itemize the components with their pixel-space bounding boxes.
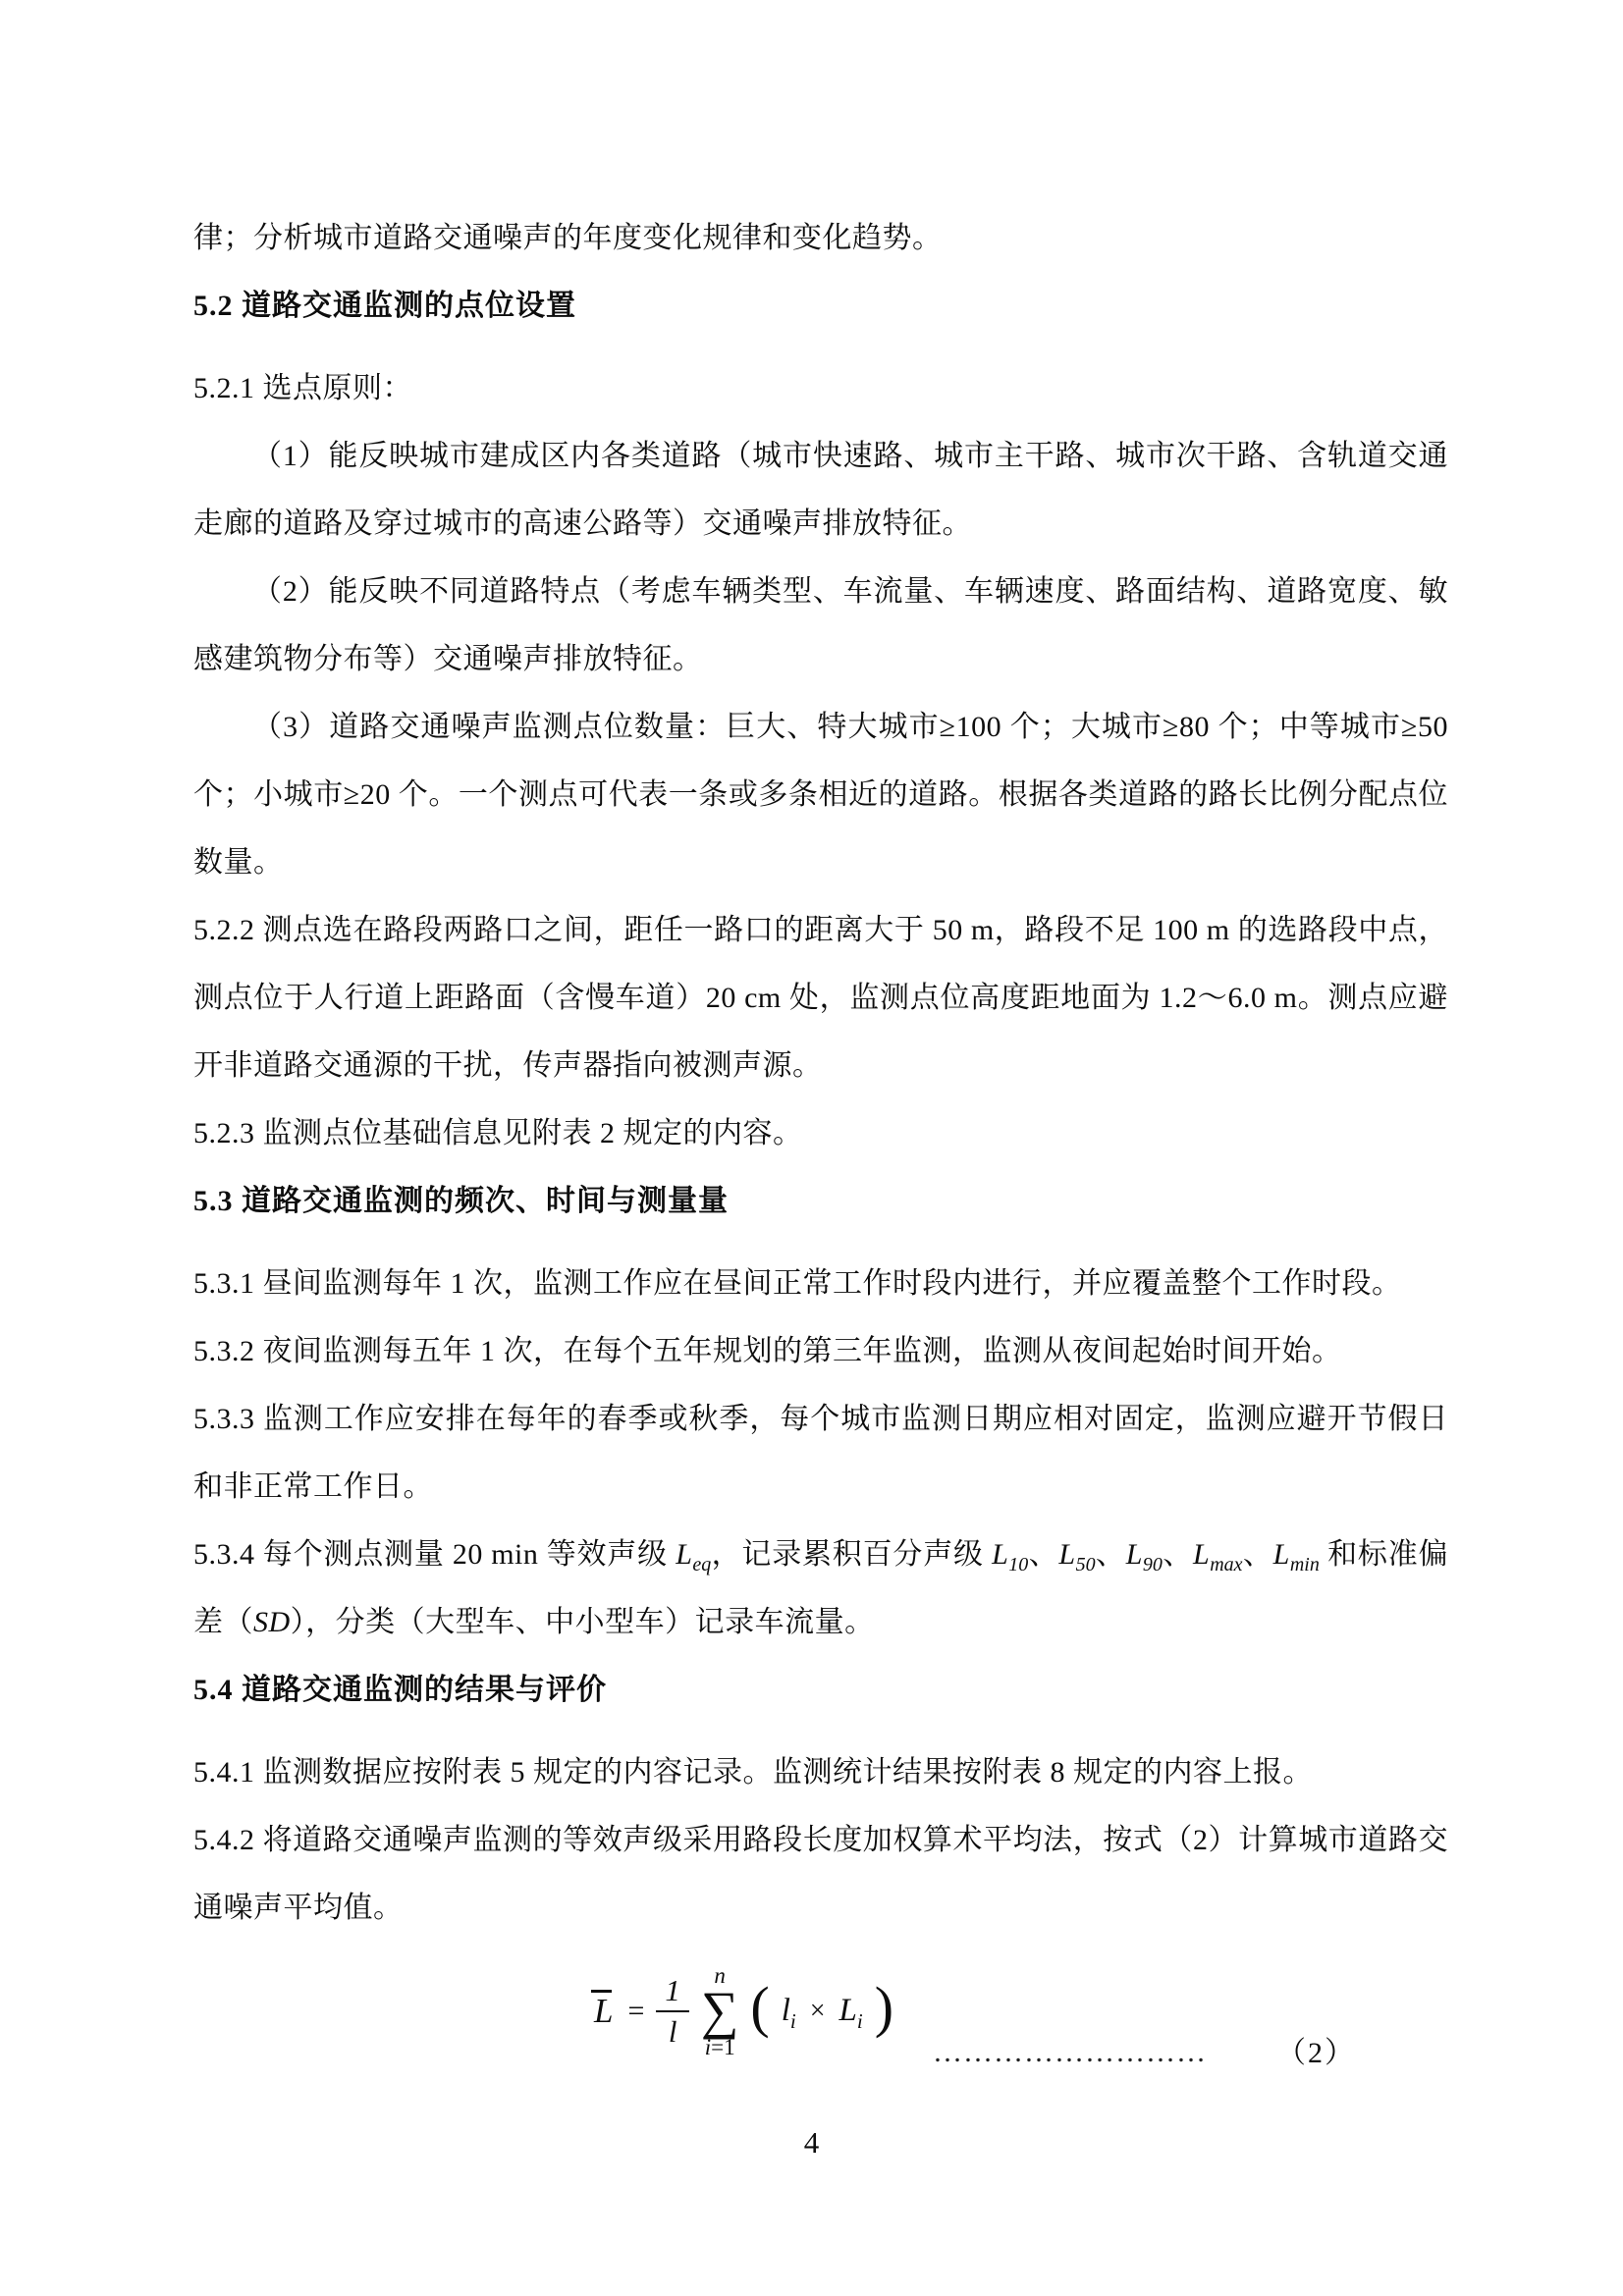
equals-sign: = (627, 1994, 645, 2027)
text-run: （1）能反映城市建成区内各类道路（城市快速路、城市主干路、城市次干路、含轨道交通走廊的道路及穿过城市的高速公路等）交通噪声排放特征。 (193, 440, 1448, 540)
paragraph (193, 1250, 1448, 1317)
fraction-numerator: 1 (656, 1973, 689, 2012)
paragraph (193, 693, 1448, 896)
document-body (193, 204, 1448, 1942)
variable: L (1058, 1538, 1076, 1571)
paragraph (193, 1385, 1448, 1521)
equation-2-area (193, 1958, 1448, 2081)
variable: L (1193, 1538, 1211, 1571)
text-run: 、 (1162, 1538, 1193, 1571)
paragraph (193, 204, 1448, 272)
text-run: 5.3.1 昼间监测每年 1 次，监测工作应在昼间正常工作时段内进行，并应覆盖整个工作时段。 (193, 1267, 1402, 1300)
term-Li: $L_i$ (839, 1993, 863, 2034)
multiply-sign: × (809, 1995, 826, 2026)
paragraph (193, 1738, 1448, 1806)
variable: SD (253, 1606, 291, 1638)
text-run: 5.3.4 每个测点测量 20 min 等效声级 (193, 1538, 676, 1571)
formula-dot-leader: ……………………… (933, 2036, 1207, 2068)
variable: L (1125, 1538, 1143, 1571)
variable-subscript: max (1210, 1554, 1243, 1575)
paragraph (193, 1521, 1448, 1656)
text-run: 5.2.1 选点原则： (193, 372, 412, 404)
section-heading (193, 1167, 1448, 1235)
paragraph (193, 1317, 1448, 1385)
text-run: 和标准偏差（ (193, 1538, 1449, 1638)
text-run: 5.4 道路交通监测的结果与评价 (193, 1674, 607, 1706)
paragraph (193, 558, 1448, 693)
paragraph (193, 354, 1448, 422)
variable-subscript: 50 (1075, 1554, 1096, 1575)
equation-number: （2） (1276, 2037, 1356, 2069)
text-run: 5.3.3 监测工作应安排在每年的春季或秋季，每个城市监测日期应相对固定，监测应避开节假日和非正常工作日。 (193, 1403, 1448, 1503)
text-run: 律；分析城市道路交通噪声的年度变化规律和变化趋势。 (193, 222, 943, 254)
variable-subscript: 90 (1142, 1554, 1163, 1575)
sigma-icon: ∑ (700, 1981, 739, 2040)
text-run: 、 (1242, 1538, 1273, 1571)
variable: L (676, 1538, 693, 1571)
variable: L (1272, 1538, 1290, 1571)
formula-lhs-mean-L: L (591, 1992, 616, 2031)
fraction-denominator: l (668, 2013, 677, 2049)
variable-subscript: min (1289, 1554, 1320, 1575)
text-run: 5.2.2 测点选在路段两路口之间，距任一路口的距离大于 50 m，路段不足 100 m 的选路段中点，测点位于人行道上距路面（含慢车道）20 cm 处，监测点位高度距地面为 1.2～6.0 m。测点应避开非道路交通源的干扰，传声器指向被测声源。 (193, 914, 1448, 1082)
summation-lower-limit: i=1 (704, 2034, 735, 2059)
text-run: 5.4.1 监测数据应按附表 5 规定的内容记录。监测统计结果按附表 8 规定的内容上报。 (193, 1756, 1313, 1789)
paragraph (193, 896, 1448, 1099)
text-run: 5.2 道路交通监测的点位设置 (193, 290, 576, 322)
text-run: 、 (1095, 1538, 1126, 1571)
text-run: 5.3 道路交通监测的频次、时间与测量量 (193, 1185, 729, 1217)
term-li: $l_i$ (781, 1993, 796, 2034)
section-heading (193, 1656, 1448, 1724)
paragraph (193, 422, 1448, 558)
fraction (656, 1973, 689, 2049)
summation-upper-limit: n (714, 1963, 726, 1988)
formula (591, 1964, 893, 2058)
paragraph (193, 1099, 1448, 1167)
text-run: ），分类（大型车、中小型车）记录车流量。 (290, 1606, 875, 1638)
variable: L (992, 1538, 1009, 1571)
paragraph (193, 1806, 1448, 1942)
variable-subscript: eq (692, 1554, 712, 1575)
text-run: 5.2.3 监测点位基础信息见附表 2 规定的内容。 (193, 1117, 803, 1149)
text-run: （3）道路交通噪声监测点位数量：巨大、特大城市≥100 个；大城市≥80 个；中等城市≥50 个；小城市≥20 个。一个测点可代表一条或多条相近的道路。根据各类道路的路长比例分配点位数量。 (193, 711, 1448, 879)
variable-subscript: 10 (1008, 1554, 1029, 1575)
text-run: 、 (1028, 1538, 1059, 1571)
page-number: 4 (803, 2125, 820, 2160)
close-paren: ) (874, 1974, 894, 2039)
text-run: 5.3.2 夜间监测每五年 1 次，在每个五年规划的第三年监测，监测从夜间起始时间开始。 (193, 1335, 1342, 1367)
summation (701, 1964, 739, 2058)
text-run: 5.4.2 将道路交通噪声监测的等效声级采用路段长度加权算术平均法，按式（2）计算城市道路交通噪声平均值。 (193, 1824, 1448, 1924)
text-run: （2）能反映不同道路特点（考虑车辆类型、车流量、车辆速度、路面结构、道路宽度、敏感建筑物分布等）交通噪声排放特征。 (193, 575, 1448, 675)
section-heading (193, 272, 1448, 340)
open-paren: ( (750, 1974, 770, 2039)
text-run: ，记录累积百分声级 (711, 1538, 993, 1571)
